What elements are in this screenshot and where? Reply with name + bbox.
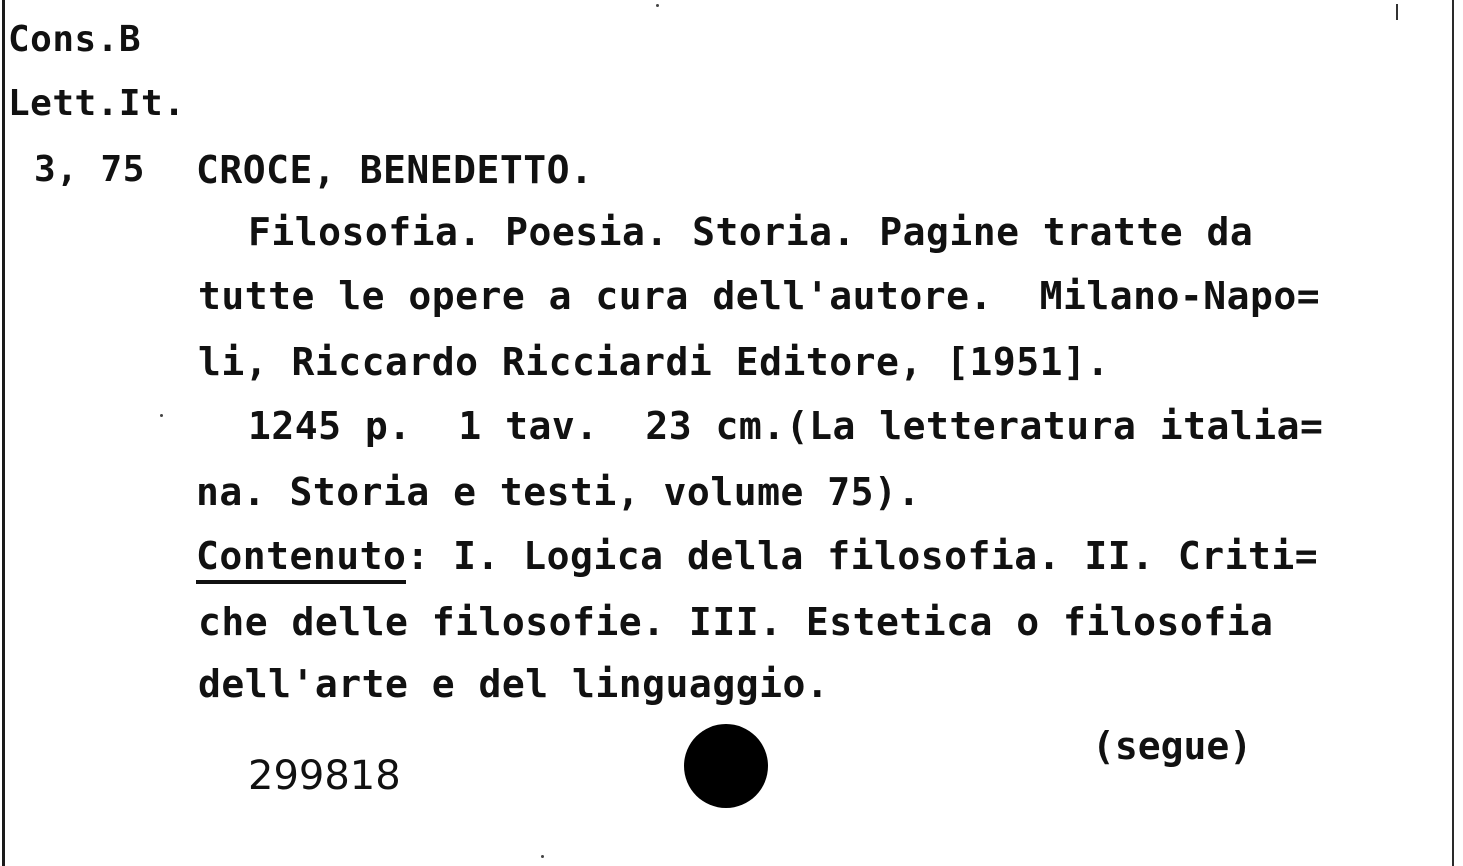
card-right-border bbox=[1452, 0, 1454, 866]
call-number-line-2: Lett.It. bbox=[8, 83, 186, 124]
call-number-line-1: Cons.B bbox=[8, 19, 142, 60]
imprint-line-1: tutte le opere a cura dell'autore. Milano-Napo= bbox=[198, 274, 1321, 318]
collation-line-2: na. Storia e testi, volume 75). bbox=[196, 470, 921, 514]
speck bbox=[656, 4, 659, 7]
card-edge-mark bbox=[1396, 4, 1398, 20]
collation-line-1: 1245 p. 1 tav. 23 cm.(La letteratura italia= bbox=[248, 404, 1324, 448]
punch-hole bbox=[684, 724, 768, 808]
author-heading: CROCE, BENEDETTO. bbox=[196, 148, 594, 192]
contents-line-1 bbox=[196, 534, 1318, 578]
speck bbox=[160, 414, 163, 417]
contents-line-3: dell'arte e del linguaggio. bbox=[198, 662, 830, 706]
contents-text-1: : I. Logica della filosofia. II. Criti= bbox=[406, 534, 1319, 578]
card-left-border bbox=[2, 0, 5, 866]
contents-line-2: che delle filosofie. III. Estetica o filosofia bbox=[198, 600, 1274, 644]
speck bbox=[541, 855, 544, 858]
call-number-line-3: 3, 75 bbox=[34, 149, 145, 190]
continued-note: (segue) bbox=[1092, 724, 1253, 768]
imprint-line-2: li, Riccardo Ricciardi Editore, [1951]. bbox=[198, 340, 1110, 384]
contents-label: Contenuto bbox=[196, 534, 406, 584]
title-line: Filosofia. Poesia. Storia. Pagine tratte da bbox=[248, 210, 1254, 254]
accession-number: 299818 bbox=[248, 753, 401, 799]
